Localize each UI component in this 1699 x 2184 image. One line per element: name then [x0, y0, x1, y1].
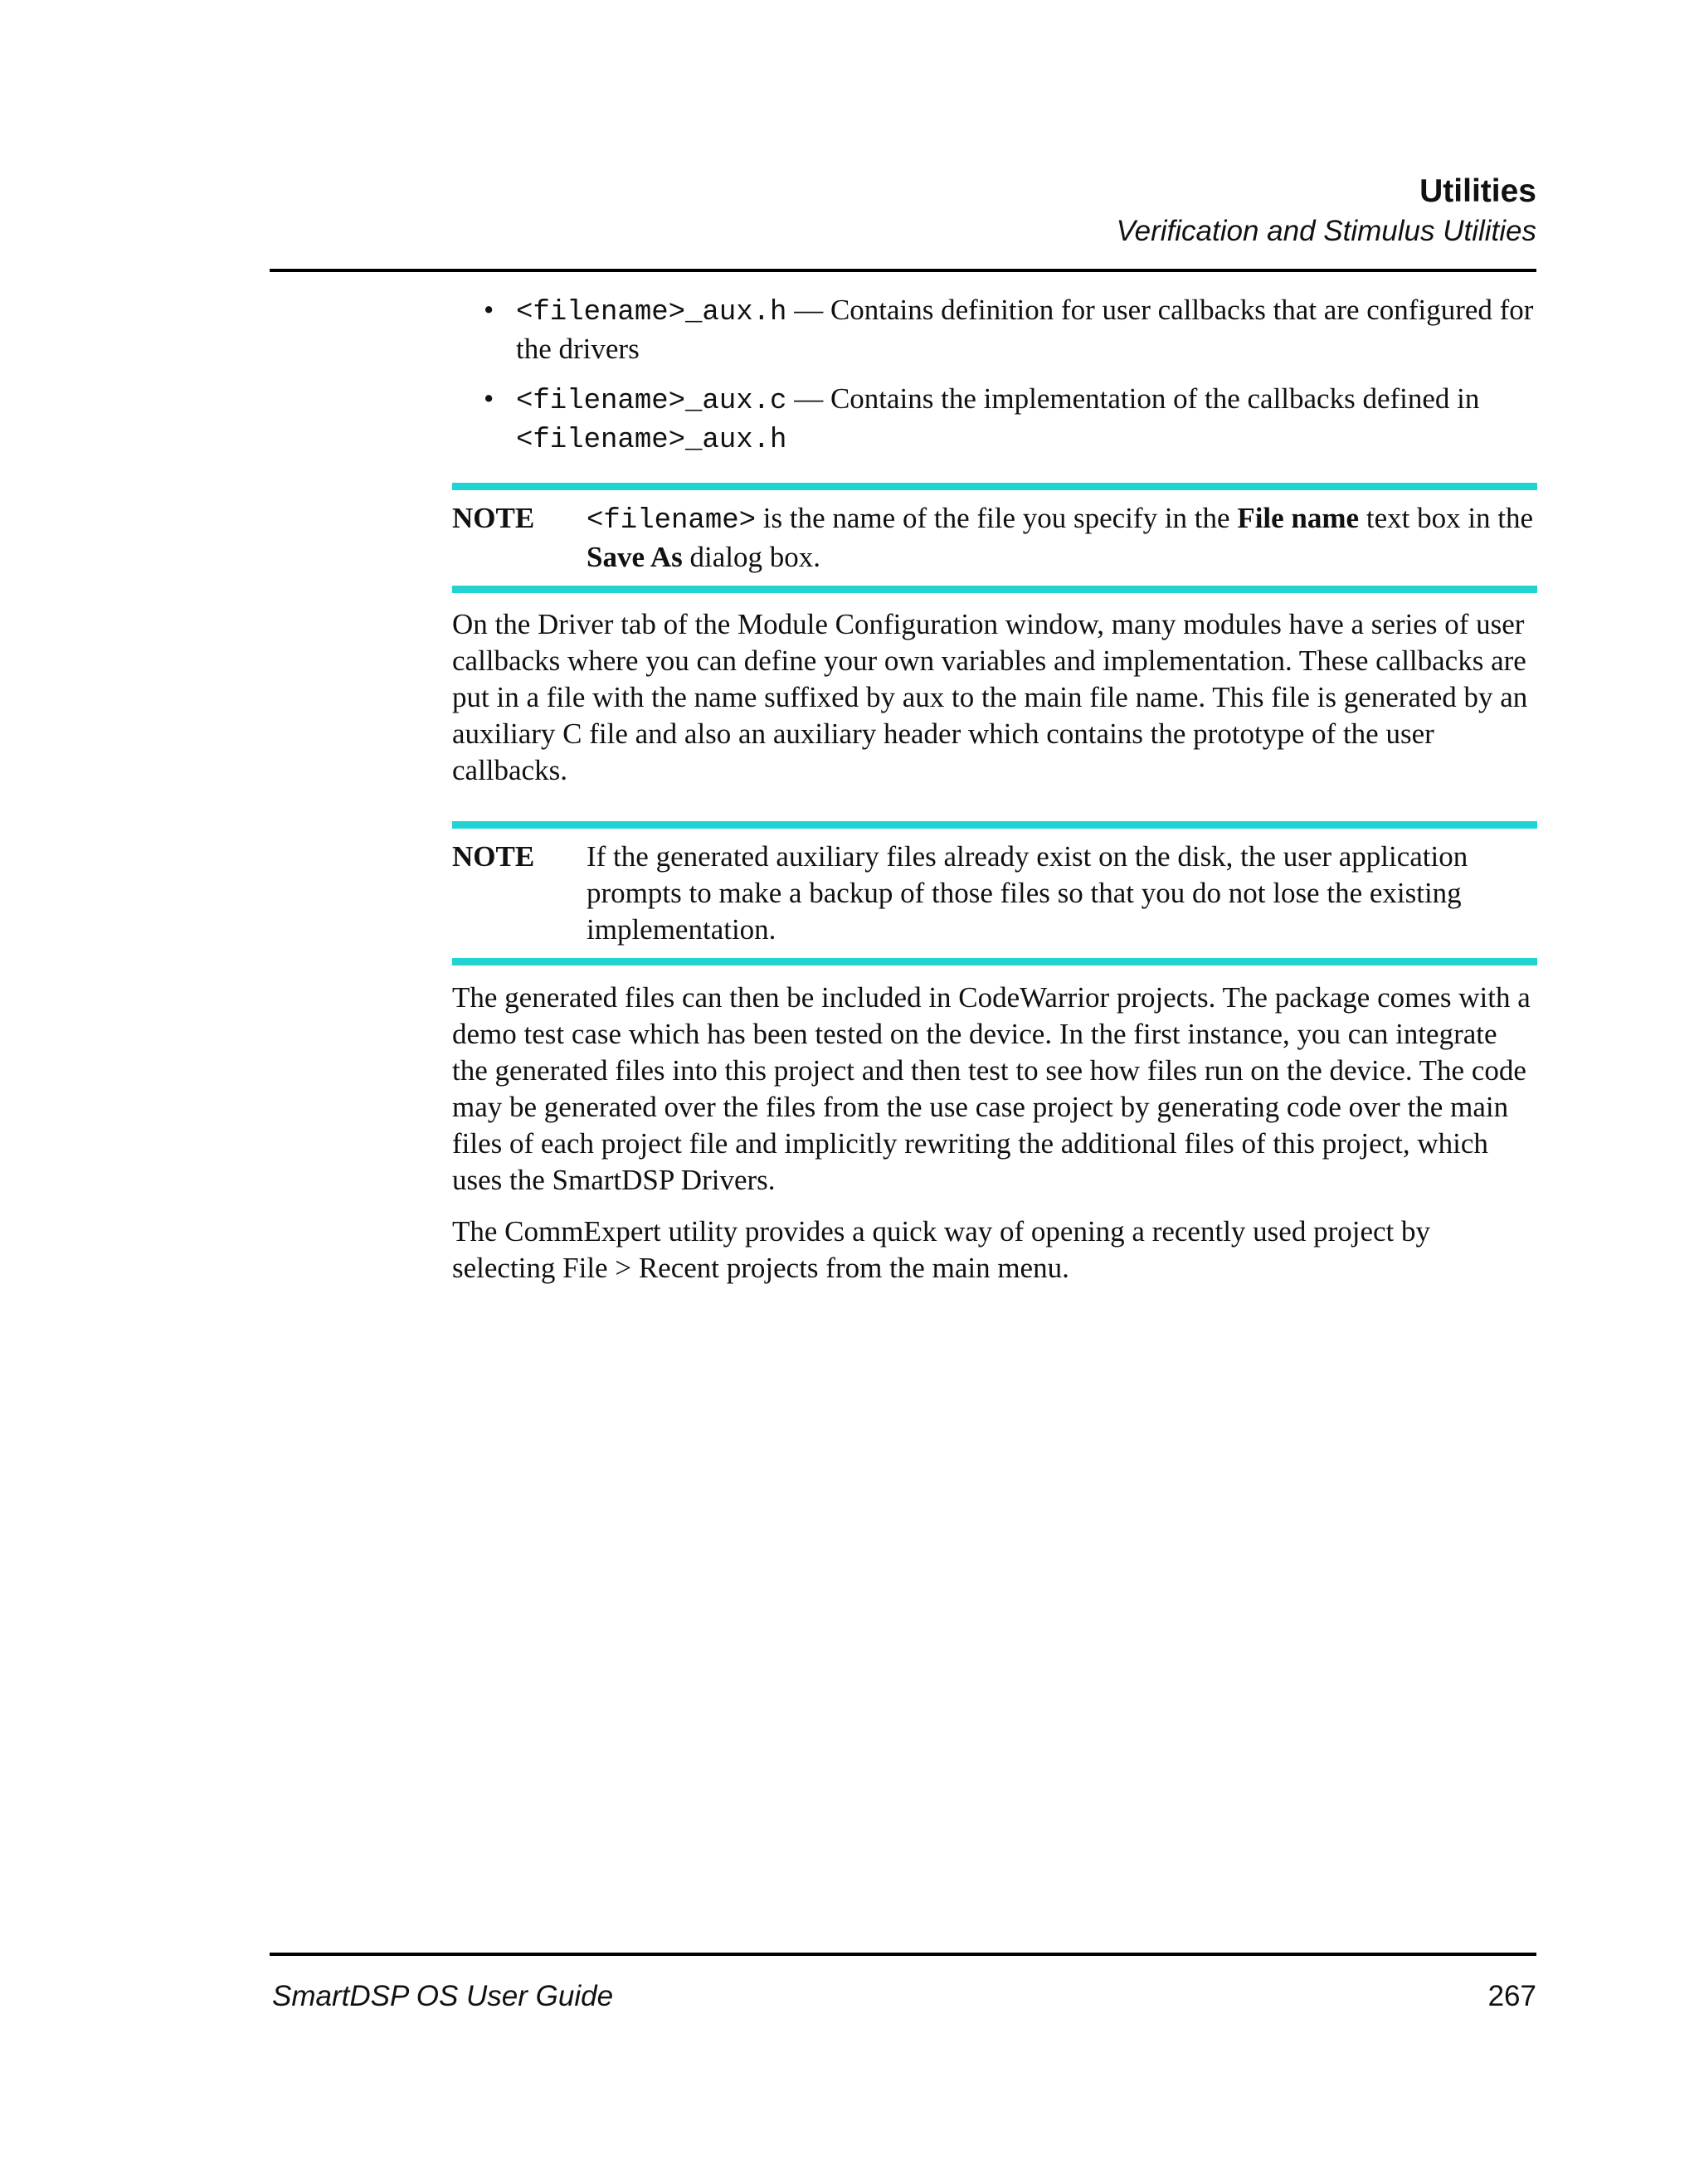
- page-header-subtitle: Verification and Stimulus Utilities: [1116, 215, 1536, 247]
- paragraph-driver-tab: On the Driver tab of the Module Configuration window, many modules have a series of user callbacks where you can define your own variables and implementation. These callbacks are put in a file with the name suffixed by aux to the main file name. This file is generated by an auxiliary C file and also an auxiliary header which contains the prototype of the user callbacks.: [452, 608, 1528, 786]
- bullet-code-2: <filename>_aux.h: [516, 425, 787, 456]
- note-bold-file-name: File name: [1237, 502, 1360, 534]
- note-label: NOTE: [452, 840, 535, 873]
- paragraph-commexpert: The CommExpert utility provides a quick way of opening a recently used project by selecting File > Recent projects from the main menu.: [452, 1215, 1430, 1284]
- note-code: <filename>: [587, 505, 757, 537]
- note-label: NOTE: [452, 502, 535, 534]
- paragraph-codewarrior: The generated files can then be included in CodeWarrior projects. The package comes with a demo test case which has been tested on the device. In the first instance, you can integrate the generated files into this project and then test to see how files run on the device. The code may be generated over the files from the use case project by generating code over the main files of each project file and implicitly rewriting the additional files of this project, which uses the SmartDSP Drivers.: [452, 981, 1531, 1196]
- footer-page-number: 267: [1487, 1980, 1536, 2012]
- note-text: If the generated auxiliary files already exist on the disk, the user application prompts to make a backup of those files so that you do not lose the existing implementation.: [587, 840, 1468, 946]
- bullet-code: <filename>_aux.c: [516, 386, 787, 417]
- bullet-item-aux-h: [452, 292, 1537, 367]
- note-box-backup: [452, 821, 1537, 966]
- bullet-text: — Contains definition for user callbacks that are configured for the drivers: [516, 294, 1534, 365]
- bullet-item-aux-c: [452, 381, 1537, 459]
- page-header-title: Utilities: [1419, 173, 1536, 209]
- bullet-code: <filename>_aux.h: [516, 297, 787, 328]
- footer-doc-title: SmartDSP OS User Guide: [272, 1980, 614, 2012]
- footer-divider: [270, 1953, 1536, 1956]
- note-bold-save-as: Save As: [587, 541, 683, 573]
- bullet-icon: •: [484, 294, 494, 326]
- note-text-part: dialog box.: [682, 541, 820, 573]
- note-text-part: is the name of the file you specify in the: [756, 502, 1238, 534]
- bullet-icon: •: [484, 382, 494, 415]
- file-bullet-list: [452, 292, 1537, 472]
- note-text-part: text box in the: [1359, 502, 1534, 534]
- header-divider: [270, 269, 1536, 272]
- note-text: [587, 500, 1537, 576]
- note-box-filename: [452, 483, 1537, 593]
- bullet-text: — Contains the implementation of the callbacks defined in: [786, 382, 1480, 415]
